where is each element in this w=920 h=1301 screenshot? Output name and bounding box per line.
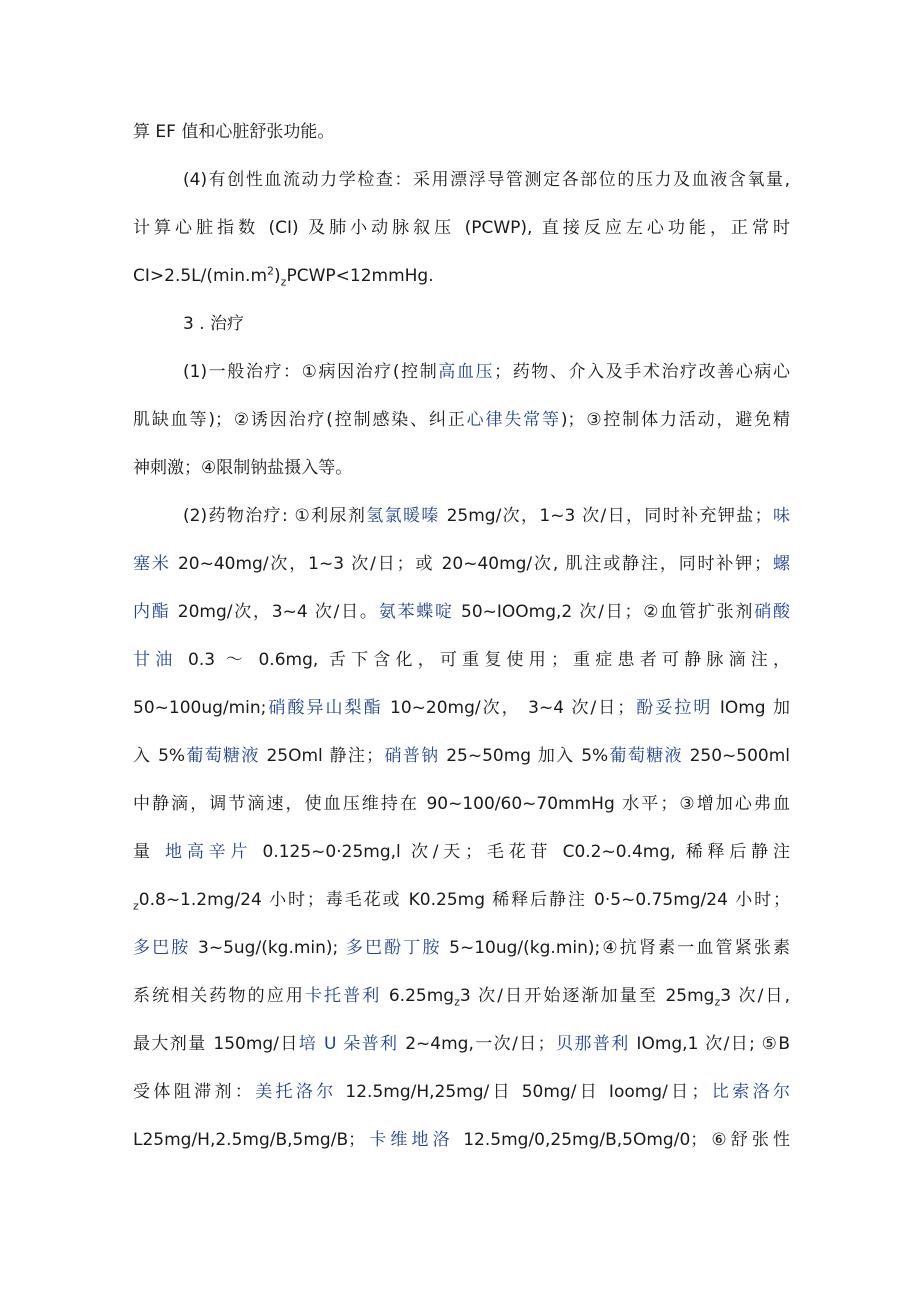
text-line (133, 120, 334, 144)
term-link[interactable]: 多巴酚丁胺 (345, 938, 442, 958)
text-segment: PCWP<12mmHg. (286, 266, 434, 286)
term-link[interactable]: 味 (771, 506, 791, 526)
text-segment: z (714, 995, 721, 1009)
text-segment: 肌缺血等)；②诱因治疗(控制感染、纠正 (133, 410, 467, 430)
text-segment: 入 5% (133, 746, 186, 766)
text-segment: (1)一般治疗：①病因治疗(控制 (183, 362, 439, 382)
term-link[interactable]: 甘油 (133, 650, 178, 670)
term-link[interactable]: 内酯 (133, 602, 171, 622)
term-link[interactable]: 氢氯暖嗪 (366, 506, 440, 526)
text-segment: 20~40mg/次，1~3 次/日；或 20~40mg/次, 肌注或静注，同时补钾； (170, 554, 772, 574)
text-segment: 6.25mg (381, 986, 455, 1006)
text-line (133, 888, 790, 912)
term-link[interactable]: 贝那普利 (554, 1034, 630, 1054)
text-segment: 25mg/次，1~3 次/日，同时补充钾盐； (439, 506, 772, 526)
text-segment: 最大剂量 150mg/日 (133, 1034, 299, 1054)
text-segment: 3~5ug/(kg.min); (190, 938, 346, 958)
term-link[interactable]: 多巴胺 (133, 938, 191, 958)
text-segment: z (280, 275, 287, 289)
text-segment: IOmg,1 次/日; ⑤B (629, 1034, 790, 1054)
term-link[interactable]: 氨苯蝶啶 (378, 602, 454, 622)
text-segment: 250~500ml (682, 746, 791, 766)
text-line (133, 936, 790, 960)
term-link[interactable]: 卡维地洛 (365, 1130, 454, 1150)
text-line (133, 264, 434, 288)
text-segment: 50~IOOmg,2 次/日；②血管扩张剂 (453, 602, 755, 622)
text-segment: 0.3 ～ 0.6mg, 舌下含化，可重复使用；重症患者可静脉滴注， (177, 650, 790, 670)
text-line (133, 456, 352, 480)
text-line (133, 648, 790, 672)
text-line (133, 552, 790, 576)
text-segment: 0.8~1.2mg/24 小时；毒毛花或 K0.25mg 稀释后静注 0·5~0.75mg/24 小时； (138, 890, 790, 910)
term-link[interactable]: 螺 (771, 554, 790, 574)
text-segment: 计算心脏指数 (CI) 及肺小动脉叙压 (PCWP), 直接反应左心功能，正常时 (133, 218, 790, 238)
term-link[interactable]: 硝酸 (754, 602, 790, 622)
term-link[interactable]: 卡托普利 (304, 986, 382, 1006)
term-link[interactable]: 心律失常等 (466, 410, 561, 430)
text-segment: 神刺激；④限制钠盐摄入等。 (133, 458, 353, 478)
text-segment: (4)有创性血流动力学检查：采用漂浮导管测定各部位的压力及血液含氧量, (183, 170, 790, 190)
text-segment: 3 次/日开始逐渐加量至 25mg (459, 986, 715, 1006)
text-segment: 算 EF 值和心脏舒张功能。 (133, 122, 335, 142)
text-segment: 25Oml 静注； (259, 746, 384, 766)
text-segment: 3 . 治疗 (183, 314, 245, 334)
text-line (133, 408, 790, 432)
text-segment: IOmg 加 (712, 698, 791, 718)
term-link[interactable]: 葡萄糖液 (608, 746, 683, 766)
text-segment: 12.5mg/0,25mg/B,5Omg/0；⑥舒张性 (453, 1130, 790, 1150)
text-line (183, 504, 790, 528)
term-link[interactable]: 美托洛尔 (255, 1082, 337, 1102)
text-line (183, 360, 790, 384)
text-segment: 量 (133, 842, 166, 862)
text-segment: 2~4mg,一次/日； (398, 1034, 555, 1054)
text-line (133, 216, 790, 240)
text-line (183, 168, 790, 192)
text-line (133, 840, 790, 864)
term-link[interactable]: 硝酸异山梨酯 (266, 698, 383, 718)
text-segment: 25~50mg 加入 5% (439, 746, 609, 766)
text-segment: z (454, 995, 460, 1009)
text-line (133, 1128, 790, 1152)
term-link[interactable]: 高血压 (438, 362, 495, 382)
term-link[interactable]: 地高辛片 (165, 842, 253, 862)
text-segment: 系统相关药物的应用 (133, 986, 305, 1006)
text-segment: 5~10ug/(kg.min);④抗肾素一血管紧张素 (441, 938, 791, 958)
text-line (133, 600, 790, 624)
text-line (133, 792, 790, 816)
text-segment: 10~20mg/次， 3~4 次/日； (382, 698, 635, 718)
term-link[interactable]: 硝普钠 (383, 746, 440, 766)
text-segment: 受体阻滞剂： (133, 1082, 256, 1102)
text-segment: 50~100ug/min; (133, 698, 267, 718)
term-link[interactable]: 培 U 朵普利 (298, 1034, 399, 1054)
text-segment: (2)药物治疗: ①利尿剂 (183, 506, 367, 526)
text-segment: 0.125~0·25mg,l 次/天；毛花苷 C0.2~0.4mg, 稀释后静注 (252, 842, 790, 862)
text-segment: 12.5mg/H,25mg/日 50mg/日 Ioomg/日； (336, 1082, 709, 1102)
text-segment: 中静滴，调节滴速，使血压维持在 90~100/60~70mmHg 水平；③增加心弗血 (133, 794, 790, 814)
term-link[interactable]: 酚妥拉明 (634, 698, 713, 718)
text-segment: 20mg/次，3~4 次/日。 (170, 602, 379, 622)
text-segment: )；③控制体力活动，避免精 (560, 410, 791, 430)
text-segment: 2 (267, 264, 275, 278)
text-line (133, 696, 790, 720)
text-line (133, 744, 790, 768)
term-link[interactable]: 葡萄糖液 (185, 746, 260, 766)
text-line (133, 1032, 790, 1056)
text-segment: z (133, 899, 139, 913)
text-segment: ；药物、介入及手术治疗改善心病心 (494, 362, 791, 382)
text-segment: CI>2.5L/(min.m (133, 266, 268, 286)
text-line (183, 312, 244, 336)
text-segment: ) (274, 266, 281, 286)
term-link[interactable]: 比索洛尔 (708, 1082, 791, 1102)
text-line (133, 1080, 790, 1104)
text-segment: L25mg/H,2.5mg/B,5mg/B； (133, 1130, 366, 1150)
text-segment: 3 次/日, (720, 986, 791, 1006)
text-line (133, 984, 790, 1008)
term-link[interactable]: 塞米 (133, 554, 171, 574)
